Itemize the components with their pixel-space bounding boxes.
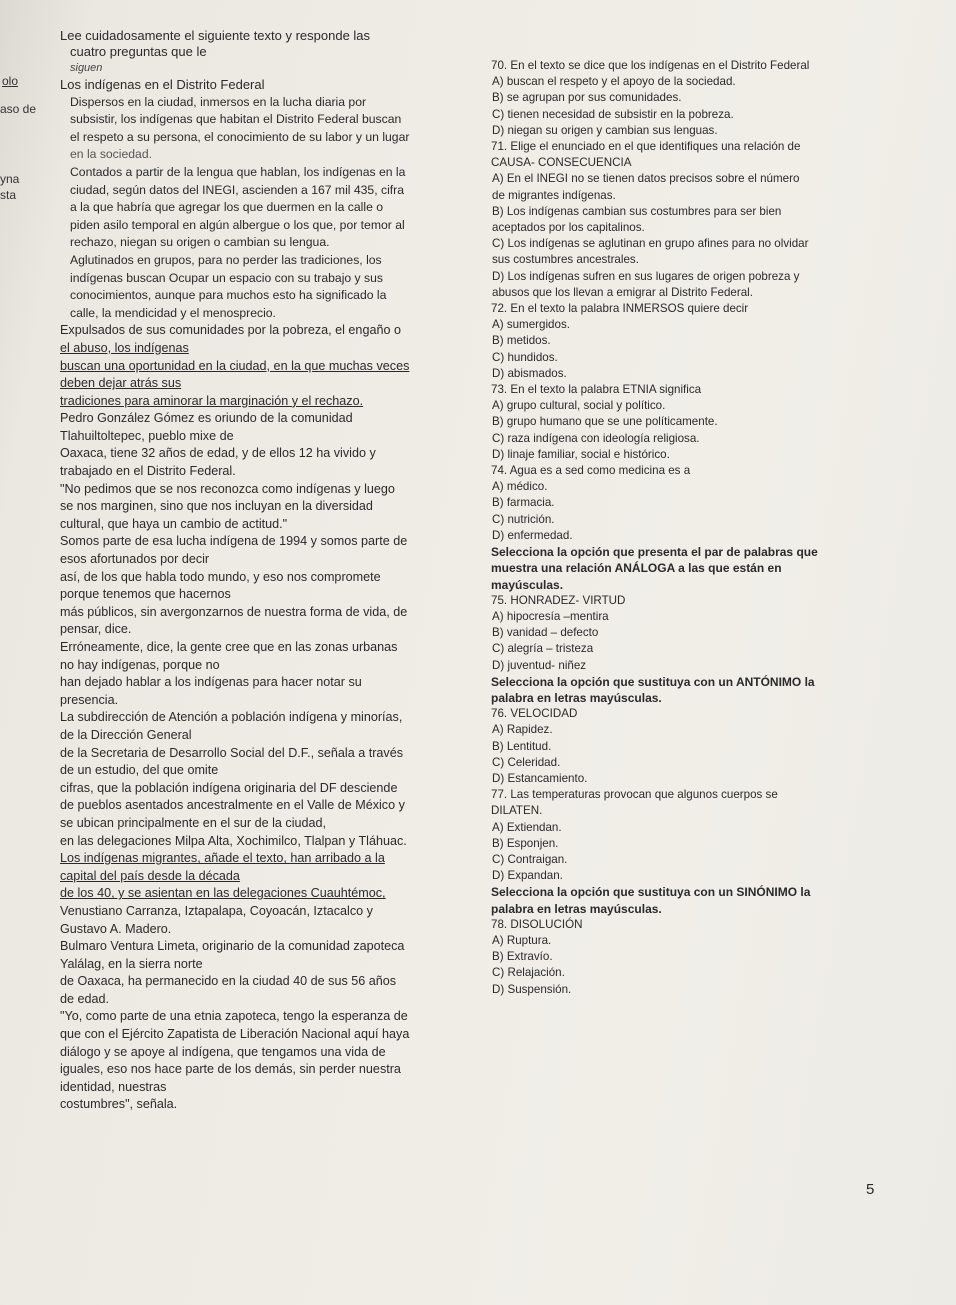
article-line: han dejado hablar a los indígenas para hacer notar su <box>60 675 362 690</box>
reading-column <box>60 28 470 1114</box>
question-list <box>491 58 931 998</box>
article-line: Venustiano Carranza, Iztapalapa, Coyoacán, Iztacalco y <box>60 903 373 918</box>
answer-option: D) Expandan. <box>492 869 563 883</box>
answer-option: D) enfermedad. <box>492 528 573 542</box>
section-instruction: Selecciona la opción que presenta el par de palabras que <box>491 545 818 560</box>
article-line: Erróneamente, dice, la gente cree que en las zonas urbanas <box>60 640 398 654</box>
question-stem: 78. DISOLUCIÓN <box>491 917 583 931</box>
article-line: de pueblos asentados ancestralmente en el Valle de México y <box>60 798 405 813</box>
answer-option: C) alegría – tristeza <box>492 642 594 656</box>
article-line: buscan una oportunidad en la ciudad, en la que muchas veces <box>60 358 410 373</box>
article-line: trabajado en el Distrito Federal. <box>60 464 236 479</box>
article-line: cifras, que la población indígena originaria del DF desciende <box>60 780 398 795</box>
answer-option: C) Contraigan. <box>492 852 568 866</box>
article-line: conocimientos, aunque para muchos esto ha significado la <box>70 288 387 303</box>
instruction-line: Lee cuidadosamente el siguiente texto y responde las <box>60 28 371 43</box>
article-line: de edad. <box>60 991 110 1006</box>
answer-option: B) farmacia. <box>492 496 555 510</box>
answer-option: C) nutrición. <box>492 512 555 526</box>
answer-option: B) grupo humano que se une políticamente. <box>492 415 718 429</box>
article-line: se ubican principalmente en el sur de la ciudad, <box>60 815 327 830</box>
answer-option: D) Los indígenas sufren en sus lugares de origen pobreza y <box>492 269 800 283</box>
section-instruction: mayúsculas. <box>491 577 564 592</box>
question-stem: 72. En el texto la palabra INMERSOS quiere decir <box>491 302 749 316</box>
question-stem: CAUSA- CONSECUENCIA <box>491 156 632 170</box>
article-line: tradiciones para aminorar la marginación y el rechazo. <box>60 393 364 408</box>
page-number: 5 <box>866 1181 875 1198</box>
section-instruction: muestra una relación ANÁLOGA a las que están en <box>491 561 782 576</box>
article-line: identidad, nuestras <box>60 1079 167 1094</box>
article-line: a la que habría que agregar los que duermen en la calle o <box>70 200 384 215</box>
article-line: costumbres", señala. <box>60 1097 178 1112</box>
answer-option: C) Relajación. <box>492 966 565 980</box>
article-line: Pedro González Gómez es oriundo de la comunidad <box>60 411 353 426</box>
article-line: subsistir, los indígenas que habitan el Distrito Federal buscan <box>70 112 402 127</box>
article-line: esos afortunados por decir <box>60 552 210 567</box>
article-line: Aglutinados en grupos, para no perder las tradiciones, los <box>70 252 382 267</box>
article-line: más públicos, sin avergonzarnos de nuestra forma de vida, de <box>60 604 408 619</box>
article-line: Yalálag, en la sierra norte <box>60 956 203 971</box>
answer-option: C) Los indígenas se aglutinan en grupo afines para no olvidar <box>492 237 809 251</box>
article-line: de un estudio, del que omite <box>60 763 219 778</box>
answer-option: A) En el INEGI no se tienen datos precisos sobre el número <box>492 172 800 186</box>
answer-option: B) Esponjen. <box>492 836 559 850</box>
answer-option: A) Extiendan. <box>492 820 562 834</box>
article-line: piden asilo temporal en algún albergue o los que, por temor al <box>70 217 405 232</box>
article-line: Dispersos en la ciudad, inmersos en la lucha diaria por <box>70 94 367 109</box>
article-title: Los indígenas en el Distrito Federal <box>60 77 265 92</box>
article-line: el abuso, los indígenas <box>60 340 189 355</box>
article-line: rechazo, niegan su origen o cambian su lengua. <box>70 235 330 250</box>
answer-option: C) tienen necesidad de subsistir en la pobreza. <box>492 107 734 121</box>
section-instruction: Selecciona la opción que sustituya con un SINÓNIMO la <box>491 885 811 900</box>
article-line: Los indígenas migrantes, añade el texto, han arribado a la <box>60 851 385 866</box>
answer-option: B) Lentitud. <box>492 739 552 753</box>
answer-option: de migrantes indígenas. <box>492 188 616 202</box>
article-line: Contados a partir de la lengua que hablan, los indígenas en la <box>70 164 406 179</box>
answer-option: B) Extravío. <box>492 950 553 964</box>
answer-option: B) Los indígenas cambian sus costumbres para ser bien <box>492 204 782 218</box>
article-line: Expulsados de sus comunidades por la pobreza, el engaño o <box>60 323 401 338</box>
answer-option: A) grupo cultural, social y político. <box>492 399 666 413</box>
margin-fragment: aso de <box>0 102 37 116</box>
answer-option: B) vanidad – defecto <box>492 626 599 640</box>
answer-option: B) metidos. <box>492 334 551 348</box>
article-line: diálogo y se apoye al indígena, que tengamos una vida de <box>60 1044 386 1059</box>
answer-option: aceptados por los capitalinos. <box>492 221 645 235</box>
article-line: calle, la mendicidad y el menosprecio. <box>70 305 276 320</box>
answer-option: A) médico. <box>492 480 548 494</box>
article-line: cultural, que haya un cambio de actitud." <box>60 516 288 531</box>
article-line: en las delegaciones Milpa Alta, Xochimilco, Tlalpan y Tláhuac. <box>60 833 407 848</box>
article-line: pensar, dice. <box>60 622 132 637</box>
instructions <box>60 28 470 76</box>
answer-option: A) Ruptura. <box>492 933 552 947</box>
answer-option: abusos que los llevan a emigrar al Distrito Federal. <box>492 285 753 299</box>
question-stem: 70. En el texto se dice que los indígenas en el Distrito Federal <box>491 59 810 72</box>
answer-option: A) buscan el respeto y el apoyo de la sociedad. <box>492 75 736 89</box>
margin-fragment: sta <box>0 188 17 202</box>
section-instruction: palabra en letras mayúsculas. <box>491 901 662 916</box>
answer-option: sus costumbres ancestrales. <box>492 253 639 267</box>
article-line: de la Dirección General <box>60 727 192 742</box>
article-line: se nos marginen, sino que nos incluyan en la diversidad <box>60 499 373 514</box>
question-stem: 74. Agua es a sed como medicina es a <box>491 464 691 478</box>
article-line: el respeto a su persona, el conocimiento de su labor y un lugar <box>70 129 410 144</box>
question-stem: 73. En el texto la palabra ETNIA significa <box>491 383 702 397</box>
article-line: en la sociedad. <box>70 147 152 162</box>
article-line: de los 40, y se asientan en las delegaciones Cuauhtémoc, <box>60 886 386 901</box>
article-line: porque tenemos que hacernos <box>60 587 231 602</box>
answer-option: C) Celeridad. <box>492 755 561 769</box>
article-line: indígenas buscan Ocupar un espacio con su trabajo y sus <box>70 270 384 285</box>
margin-fragment: olo <box>2 74 19 88</box>
question-stem: 75. HONRADEZ- VIRTUD <box>491 593 626 607</box>
instruction-line: siguen <box>70 62 103 74</box>
article-line: ciudad, según datos del INEGI, ascienden a 167 mil 435, cifra <box>70 182 405 197</box>
answer-option: D) Suspensión. <box>492 982 572 996</box>
question-stem: DILATEN. <box>491 804 543 818</box>
article-line: Oaxaca, tiene 32 años de edad, y de ellos 12 ha vivido y <box>60 446 376 461</box>
instruction-line: cuatro preguntas que le <box>70 44 207 59</box>
answer-option: C) hundidos. <box>492 350 558 364</box>
article-body <box>60 94 470 1114</box>
article-line: que con el Ejército Zapatista de Liberación Nacional aquí haya <box>60 1027 410 1042</box>
article-line: deben dejar atrás sus <box>60 376 182 391</box>
margin-fragment: yna <box>0 172 20 186</box>
article-line: presencia. <box>60 692 119 707</box>
question-stem: 71. Elige el enunciado en el que identifiques una relación de <box>491 140 801 154</box>
answer-option: D) Estancamiento. <box>492 771 588 785</box>
answer-option: B) se agrupan por sus comunidades. <box>492 91 682 105</box>
article-line: no hay indígenas, porque no <box>60 657 220 672</box>
answer-option: D) niegan su origen y cambian sus lenguas. <box>492 123 718 137</box>
answer-option: D) juventud- niñez <box>492 658 587 672</box>
article-line: Bulmaro Ventura Limeta, originario de la comunidad zapoteca <box>60 939 405 954</box>
section-instruction: Selecciona la opción que sustituya con un ANTÓNIMO la <box>491 674 815 689</box>
answer-option: A) hipocresía –mentira <box>492 609 609 623</box>
article-line: Somos parte de esa lucha indígena de 1994 y somos parte de <box>60 534 408 549</box>
article-line: de la Secretaria de Desarrollo Social del D.F., señala a través <box>60 745 404 760</box>
article-line: Tlahuiltoltepec, pueblo mixe de <box>60 428 234 443</box>
article-line: así, de los que habla todo mundo, y eso nos compromete <box>60 569 381 584</box>
article-line: La subdirección de Atención a población indígena y minorías, <box>60 710 403 725</box>
section-instruction: palabra en letras mayúsculas. <box>491 690 662 705</box>
article-line: iguales, eso nos hace parte de los demás, sin perder nuestra <box>60 1062 401 1077</box>
answer-option: A) sumergidos. <box>492 318 570 332</box>
questions-column <box>491 58 931 998</box>
answer-option: D) linaje familiar, social e histórico. <box>492 447 670 461</box>
answer-option: A) Rapidez. <box>492 723 553 737</box>
article-line: Gustavo A. Madero. <box>60 921 172 936</box>
question-stem: 76. VELOCIDAD <box>491 707 578 721</box>
article-line: de Oaxaca, ha permanecido en la ciudad 40 de sus 56 años <box>60 974 397 989</box>
article-line: capital del país desde la década <box>60 868 240 883</box>
question-stem: 77. Las temperaturas provocan que algunos cuerpos se <box>491 788 778 802</box>
article-line: "No pedimos que se nos reconozca como indígenas y luego <box>60 481 395 496</box>
answer-option: D) abismados. <box>492 366 567 380</box>
answer-option: C) raza indígena con ideología religiosa. <box>492 431 700 445</box>
article-line: "Yo, como parte de una etnia zapoteca, tengo la esperanza de <box>60 1009 408 1024</box>
